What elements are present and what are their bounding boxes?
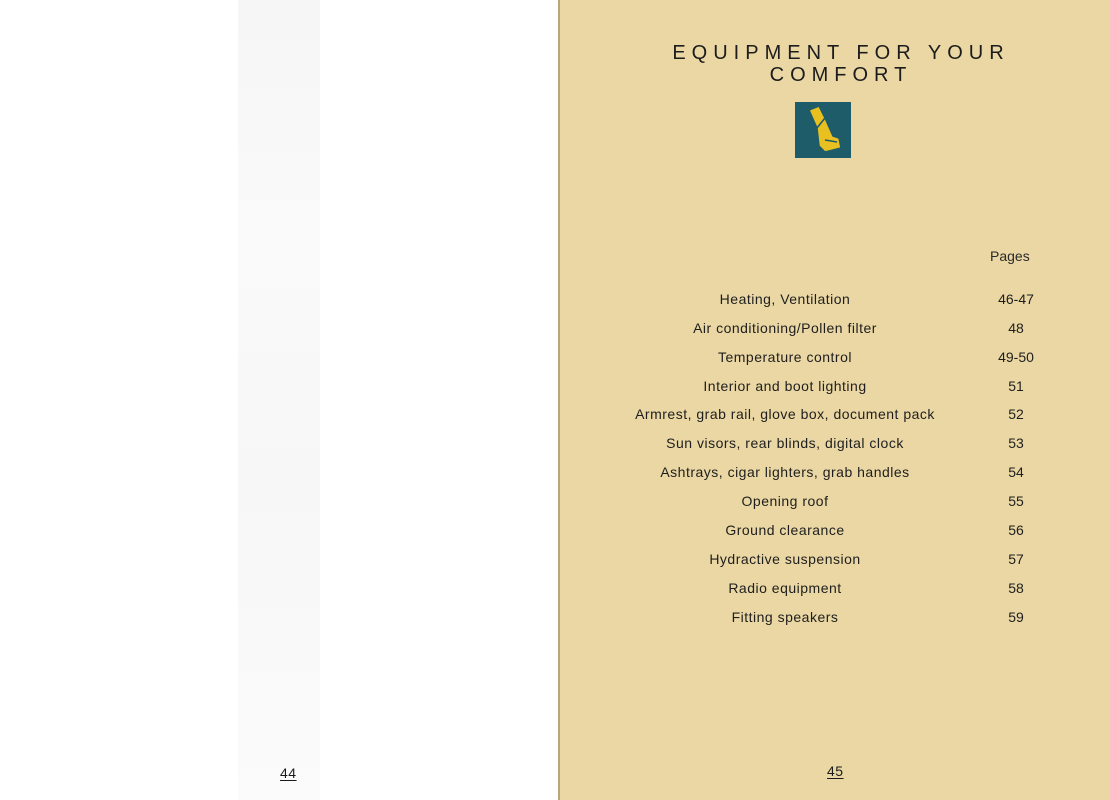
toc-page-number: 52 (1008, 406, 1024, 422)
right-page (560, 0, 1110, 800)
toc-page-number: 48 (1008, 320, 1024, 336)
toc-page-number: 49-50 (998, 349, 1034, 365)
toc-label: Radio equipment (728, 580, 842, 596)
page-title-line-2: COMFORT (769, 64, 913, 86)
toc-row (560, 551, 1110, 573)
toc-row (560, 580, 1110, 602)
toc-label: Ground clearance (725, 522, 845, 538)
page-title (560, 42, 1110, 86)
toc-label: Hydractive suspension (709, 551, 861, 567)
scan-shadow-strip (238, 0, 320, 800)
left-page-number: 44 (280, 765, 297, 781)
toc-row (560, 493, 1110, 515)
toc-row (560, 435, 1110, 457)
toc-page-number: 56 (1008, 522, 1024, 538)
toc-page-number: 57 (1008, 551, 1024, 567)
seat-icon (795, 102, 851, 158)
toc-page-number: 54 (1008, 464, 1024, 480)
toc-page-number: 58 (1008, 580, 1024, 596)
toc-row (560, 464, 1110, 486)
toc-page-number: 53 (1008, 435, 1024, 451)
toc-row (560, 406, 1110, 428)
toc-row (560, 291, 1110, 313)
toc-row (560, 349, 1110, 371)
toc-row (560, 378, 1110, 400)
toc-page-number: 55 (1008, 493, 1024, 509)
toc-label: Opening roof (741, 493, 829, 509)
toc-row (560, 609, 1110, 631)
toc-row (560, 522, 1110, 544)
toc-label: Temperature control (717, 349, 852, 365)
toc-label: Fitting speakers (731, 609, 839, 625)
right-page-number: 45 (827, 763, 844, 779)
toc-page-number: 51 (1008, 378, 1024, 394)
toc-label: Heating, Ventilation (719, 291, 851, 307)
toc-label: Armrest, grab rail, glove box, document pack (635, 406, 935, 422)
toc-page-number: 46-47 (998, 291, 1034, 307)
toc-label: Ashtrays, cigar lighters, grab handles (660, 464, 910, 480)
toc-page-number: 59 (1008, 609, 1024, 625)
page-title-line-1: EQUIPMENT FOR YOUR (672, 42, 1010, 64)
toc-label: Interior and boot lighting (703, 378, 867, 394)
toc-label: Air conditioning/Pollen filter (693, 320, 877, 336)
toc-row (560, 320, 1110, 342)
toc-label: Sun visors, rear blinds, digital clock (666, 435, 904, 451)
pages-column-header: Pages (990, 248, 1030, 264)
